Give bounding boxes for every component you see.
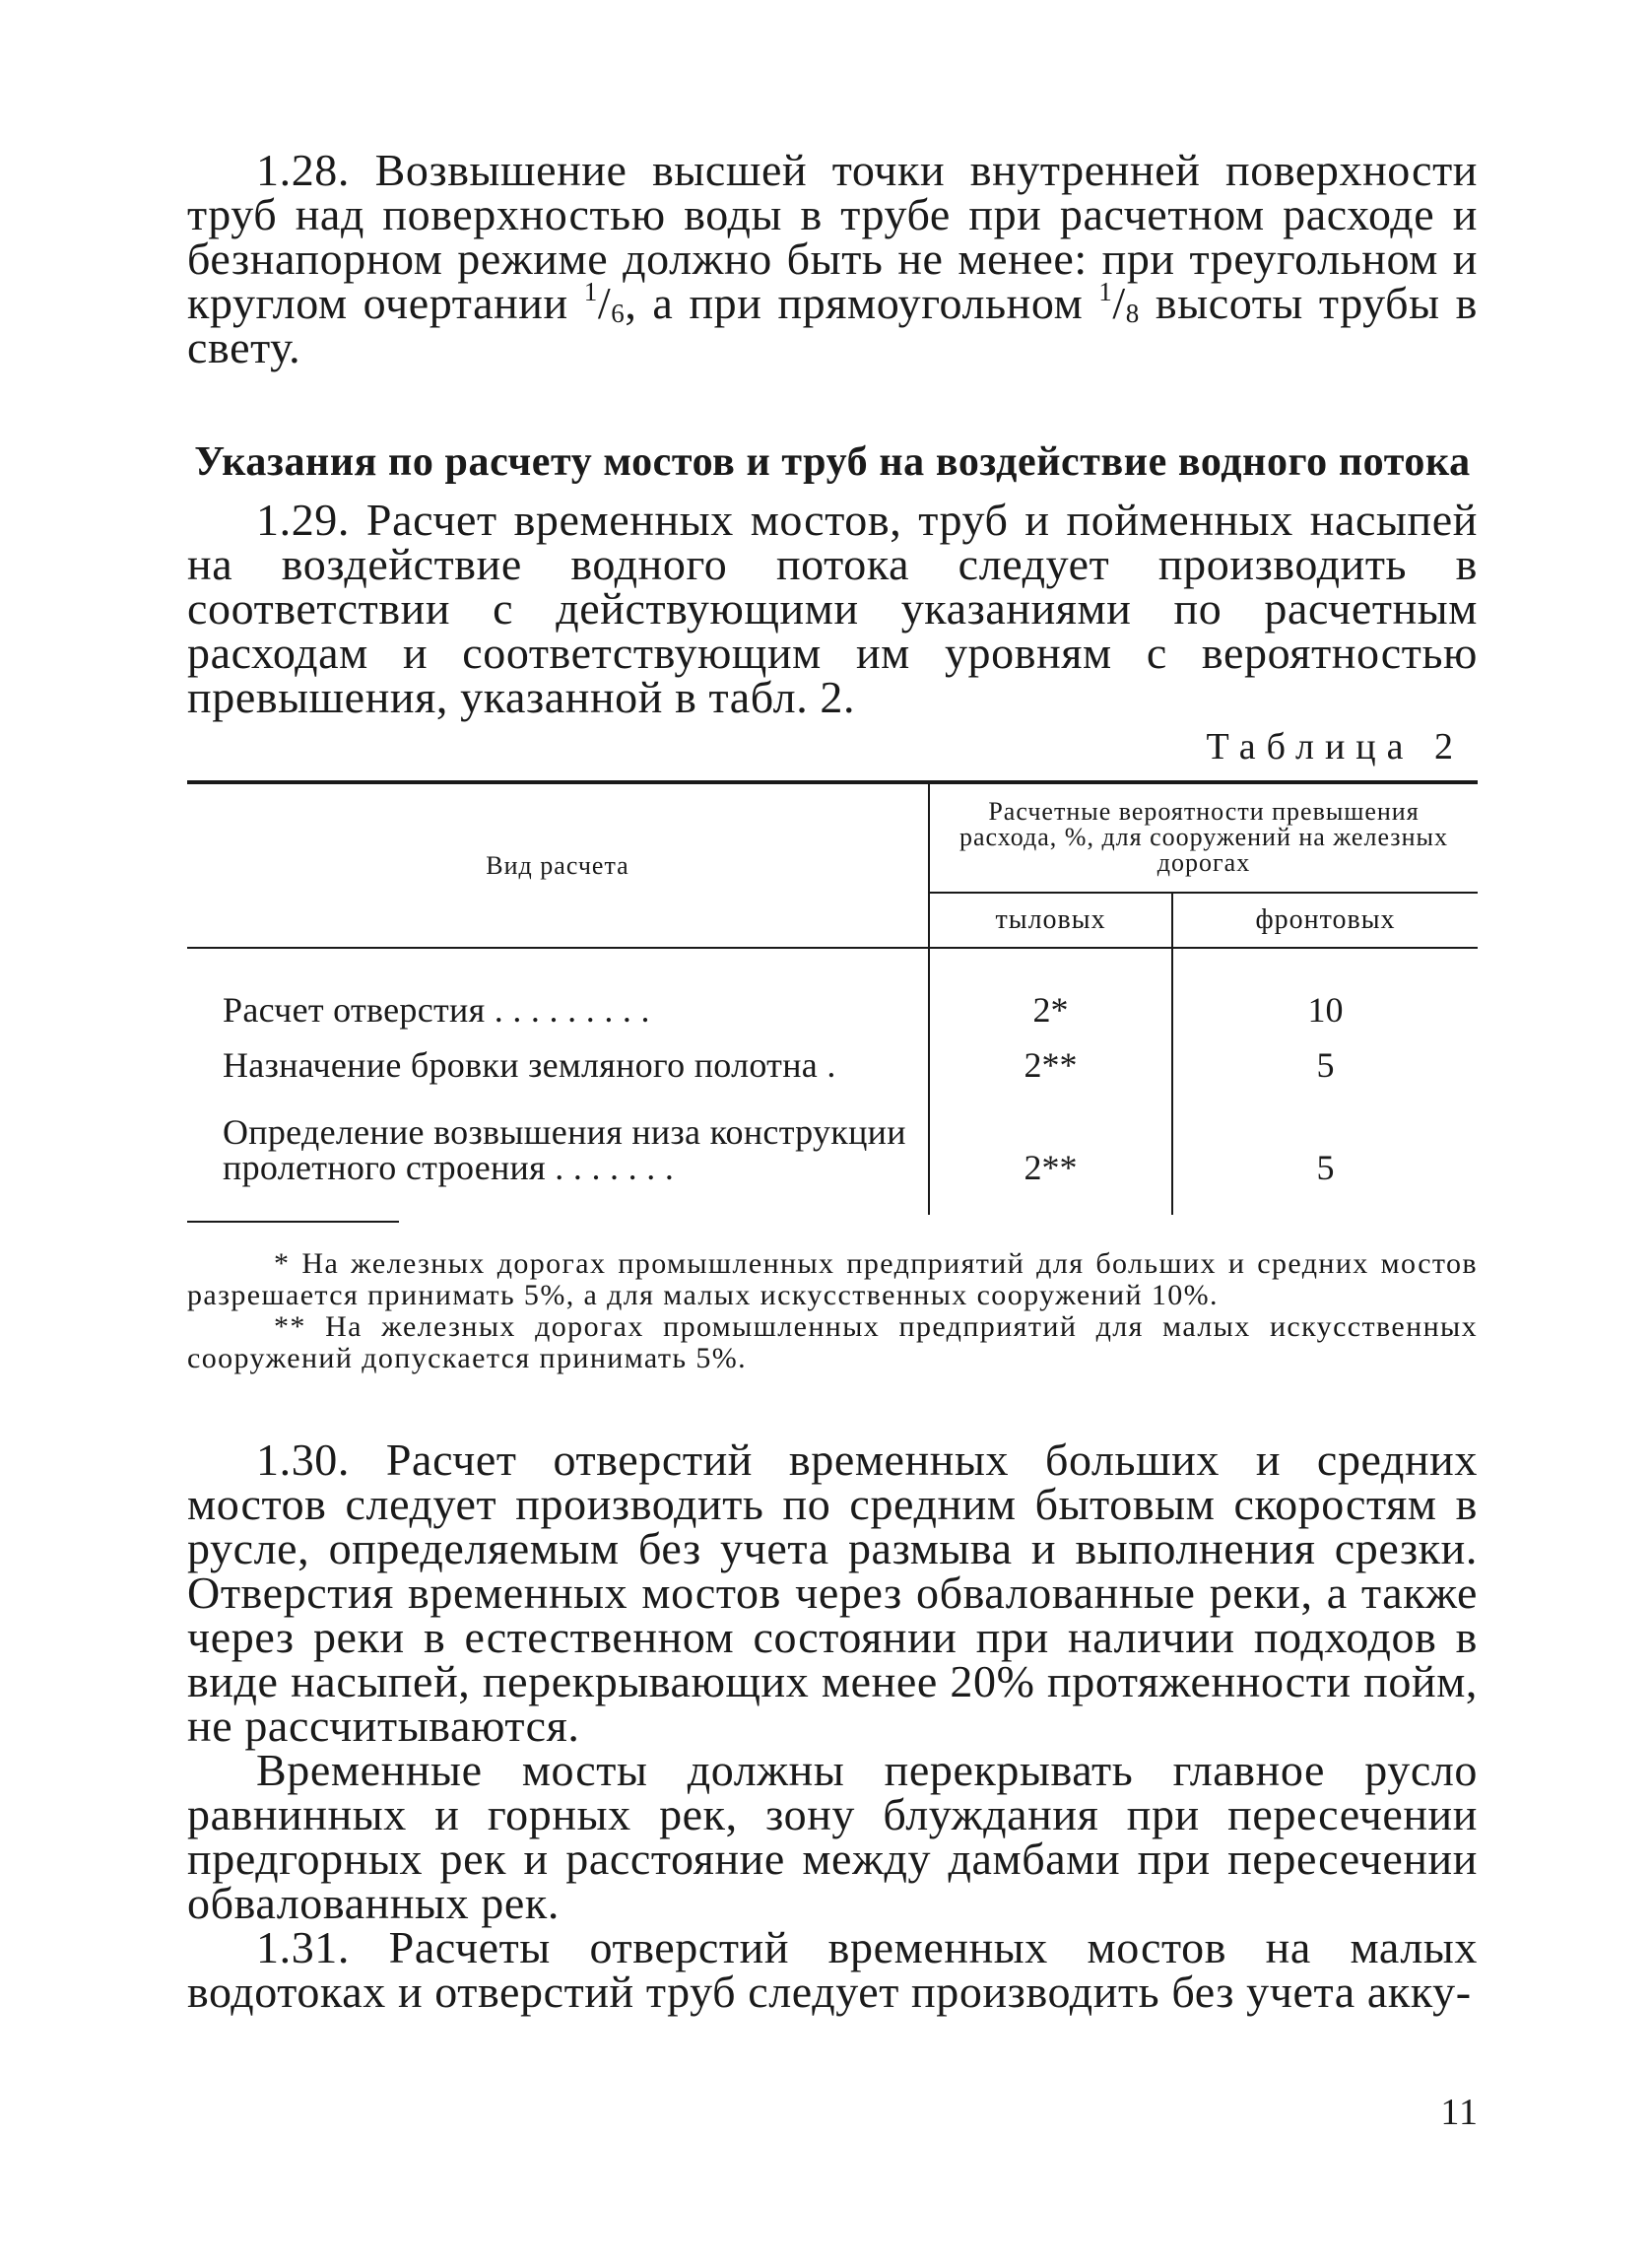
column-header-front: фронтовых [1172, 893, 1478, 948]
table-row [187, 1083, 1478, 1185]
footnotes [187, 1248, 1478, 1374]
table-row [187, 1028, 1478, 1083]
paragraph-1-28: 1.28. Возвышение высшей точки внутренней поверхности труб над поверхностью воды в трубе при расчетном расходе и безнапорном режиме должно быть не менее: при треугольном и круглом очертании $^1/_6$, а при прямоугольном $^1/_8$ высоты трубы в свету. [187, 145, 1478, 372]
row-front-value: 5 [1316, 1045, 1335, 1085]
footnote-2: ** На железных дорогах промышленных предприятий для малых искусственных сооружений допускается принимать 5%. [187, 1310, 1478, 1374]
fraction-one-eighth: $^1/_8$ [1098, 277, 1140, 328]
paragraph-1-29: 1.29. Расчет временных мостов, труб и пойменных насыпей на воздействие водного потока следует производить в соответствии с действующими указаниями по расчетным расходам и соответствующим им уровням с вероятностью превышения, указанной в табл. 2. [187, 495, 1478, 722]
table-caption: Таблица 2 [1206, 726, 1464, 767]
column-header-probabilities: Расчетные вероятности превышения расхода, %, для сооружений на железных дорогах [929, 782, 1478, 893]
section-heading: Указания по расчету мостов и труб на воздействие водного потока [194, 439, 1471, 485]
row-front-value: 10 [1307, 990, 1344, 1030]
paragraph-1-30-continued: Временные мосты должны перекрывать главное русло равнинных и горных рек, зону блуждания при пересечении предгорных рек и расстояние между дамбами при пересечении обвалованных рек. [187, 1745, 1478, 1928]
row-rear-value: 2** [929, 1028, 1172, 1083]
footnote-1: * На железных дорогах промышленных предприятий для больших и средних мостов разрешается принимать 5%, а для малых искусственных сооружений 10%. [187, 1247, 1478, 1311]
column-header-kind: Вид расчета [187, 782, 929, 948]
row-front-value: 5 [1316, 1148, 1335, 1187]
paragraph-1-31: 1.31. Расчеты отверстий временных мостов на малых водотоках и отверстий труб следует производить без учета акку- [187, 1922, 1478, 2017]
row-rear-value: 2** [929, 1083, 1172, 1185]
row-rear-value: 2* [929, 948, 1172, 1028]
column-header-rear: тыловых [929, 893, 1172, 948]
footnote-rule [187, 1221, 399, 1223]
table-row [187, 948, 1478, 1028]
table-spacer-row [187, 1185, 1478, 1215]
table-2 [187, 780, 1478, 1215]
row-kind: Определение возвышения низа конструкции пролетного строения . . . . . . . [187, 1083, 929, 1185]
paragraph-1-30: 1.30. Расчет отверстий временных больших и средних мостов следует производить по средним бытовым скоростям в русле, определяемым без учета размыва и выполнения срезки. Отверстия временных мостов через обвалованные реки, а также через реки в естественном состоянии при наличии подходов в виде насыпей, перекрывающих менее 20% протяженности пойм, не рассчитываются. [187, 1434, 1478, 1751]
row-kind: Назначение бровки земляного полотна . [187, 1028, 929, 1083]
document-page [187, 145, 1478, 2017]
page-number: 11 [1440, 2092, 1479, 2133]
row-kind: Расчет отверстия . . . . . . . . . [187, 948, 929, 1028]
fraction-one-sixth: $^1/_6$ [583, 277, 626, 328]
